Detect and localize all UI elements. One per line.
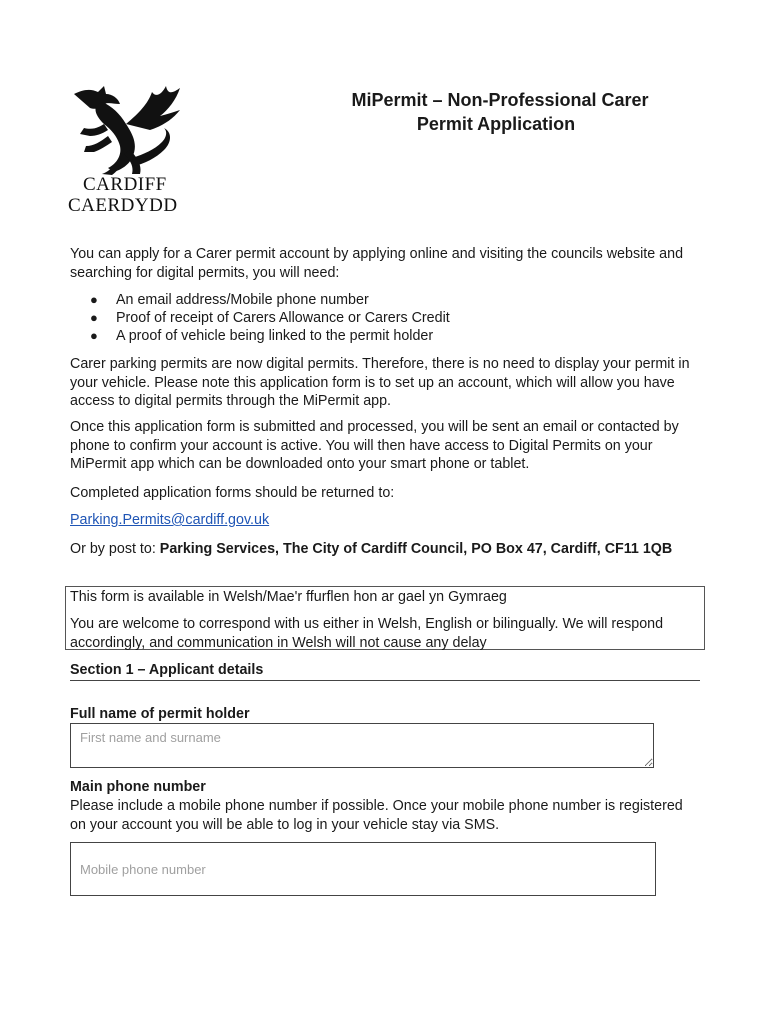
phone-label: Main phone number — [70, 779, 206, 795]
requirement-text: An email address/Mobile phone number — [116, 292, 369, 308]
bullet-icon: ● — [90, 310, 98, 326]
digital-permits-paragraph: Carer parking permits are now digital permits. Therefore, there is no need to display your permit in your vehicle. Please note this application form is to set up an account, which will allow you have access to digital permits through the MiPermit app. — [70, 356, 690, 410]
welsh-correspondence-text: You are welcome to correspond with us either in Welsh, English or bilingually. We will respond accordingly, and communication in Welsh will not cause any delay — [70, 616, 664, 651]
title-line-1: MiPermit – Non-Professional Carer — [351, 90, 649, 110]
welsh-language-notice — [65, 586, 705, 650]
requirement-text: A proof of vehicle being linked to the permit holder — [116, 328, 434, 345]
phone-help-text: Please include a mobile phone number if possible. Once your mobile phone number is registered on your account you will be able to log in your vehicle stay via SMS. — [70, 798, 683, 833]
dragon-icon — [68, 84, 188, 176]
post-prefix: Or by post to: — [70, 541, 160, 557]
logo-text-welsh: CAERDYDD — [68, 195, 178, 216]
bullet-icon: ● — [90, 328, 98, 344]
list-item — [90, 309, 450, 327]
page-title — [300, 88, 700, 136]
section-divider — [70, 680, 700, 681]
cardiff-council-logo — [64, 84, 194, 219]
full-name-field[interactable] — [70, 723, 654, 768]
logo-text-english: CARDIFF — [83, 174, 167, 195]
full-name-label: Full name of permit holder — [70, 706, 250, 722]
processing-paragraph: Once this application form is submitted and processed, you will be sent an email or contacted by phone to confirm your account is active. You will then have access to Digital Permits on your MiPermit app which can be downloaded onto your smart phone or tablet. — [70, 419, 679, 473]
title-line-2: Permit Application — [416, 114, 576, 134]
requirement-text: Proof of receipt of Carers Allowance or Carers Credit — [116, 310, 450, 327]
postal-address: Parking Services, The City of Cardiff Council, PO Box 47, Cardiff, CF11 1QB — [159, 541, 673, 557]
postal-address-paragraph — [70, 540, 700, 559]
return-instructions: Completed application forms should be returned to: — [70, 485, 395, 501]
welsh-availability-text: This form is available in Welsh/Mae'r ffurflen hon ar gael yn Gymraeg — [70, 589, 507, 605]
intro-paragraph: You can apply for a Carer permit account by applying online and visiting the councils website and searching for digital permits, you will need: — [70, 246, 684, 281]
list-item — [90, 291, 450, 309]
bullet-icon: ● — [90, 292, 98, 307]
email-link[interactable]: Parking.Permits@cardiff.gov.uk — [70, 512, 270, 528]
list-item — [90, 327, 450, 345]
email-line — [70, 511, 700, 530]
section-heading: Section 1 – Applicant details — [70, 662, 264, 678]
phone-number-field[interactable] — [70, 842, 656, 896]
requirements-list — [90, 291, 450, 346]
